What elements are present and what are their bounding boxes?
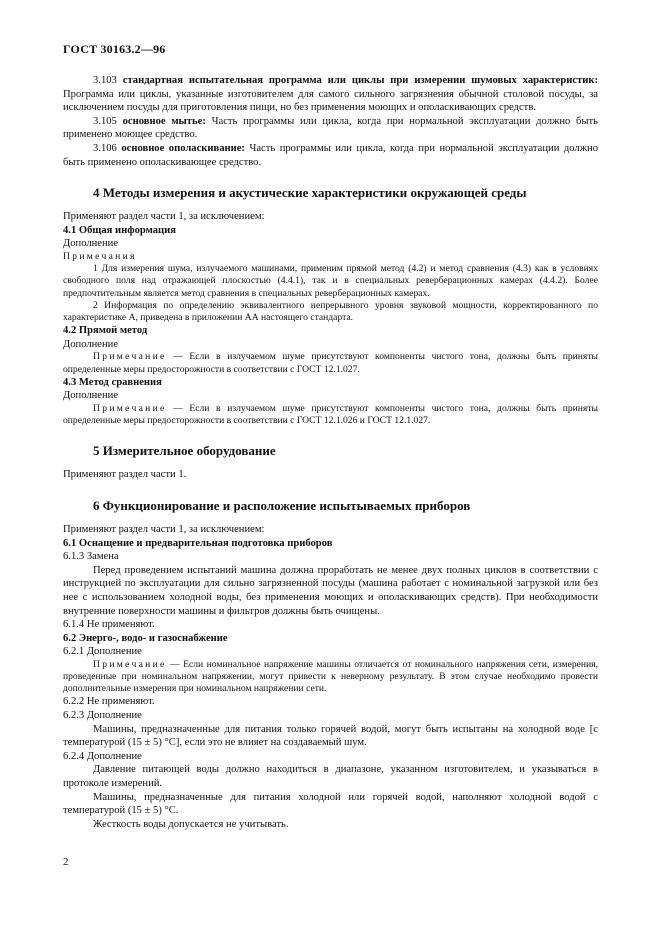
subsection-4-2-note: Примечание — Если в излучаемом шуме присутствуют компоненты чистого тона, должны быть приняты определенные меры предосторожности в соответствии с ГОСТ 12.1.027. (63, 351, 598, 375)
subsection-4-1-addition: Дополнение (63, 238, 119, 250)
clause-6-1-3-text: Перед проведением испытаний машина должна проработать не менее двух полных циклов в соответствии с инструкцией по эксплуатации для сильно загрязненной посуды (машина работает с номинальной загрузкой или без нее с использованием холодной воды, без применения моющих и ополаскивающих средств). При необходимости внутренние поверхности машины и фильтров должны быть очищены. (63, 564, 598, 617)
note-1: 1 Для измерения шума, излучаемого машинами, применим прямой метод (4.2) и метод сравнения (4.3) как в условиях свободного поля над отражающей плоскостью (4.4.1), так и в специальных реверберационных камерах (4.4.2). Более предпочтительным является метод сравнения в специальных реверберационных камерах. (63, 263, 598, 299)
clause-6-2-3-text: Машины, предназначенные для питания только горячей водой, могут быть испытаны на холодной воде [с температурой (15 ± 5) °С], если это не влияет на создаваемый шум. (63, 723, 598, 749)
subsection-4-1-heading: 4.1 Общая информация (63, 224, 176, 236)
subsection-4-3-heading: 4.3 Метод сравнения (63, 376, 162, 388)
subsection-4-2-heading: 4.2 Прямой метод (63, 325, 148, 337)
subsection-4-3-addition: Дополнение (63, 390, 119, 402)
subsection-6-1-heading: 6.1 Оснащение и предварительная подготовка приборов (63, 537, 333, 549)
clause-6-1-3: 6.1.3 Замена (63, 551, 119, 563)
document-header: ГОСТ 30163.2—96 (63, 42, 166, 56)
document-body (63, 74, 598, 831)
clause-6-1-4: 6.1.4 Не применяют. (63, 619, 155, 631)
clause-6-2-1-note: Примечание — Если номинальное напряжение машины отличается от номинального напряжения сети, измерения, проведенные при номинальном напряжении, могут привести к неверному результату. В этом случае необходимо провести дополнительные измерения при номинальном напряжении сети. (63, 658, 598, 695)
section-6-heading: 6 Функционирование и расположение испытываемых приборов (93, 497, 471, 513)
clause-6-2-4-text-1: Давление питающей воды должно находиться в диапазоне, указанном изготовителем, и указываться в протоколе измерений. (63, 764, 598, 790)
clause-6-2-3: 6.2.3 Дополнение (63, 710, 142, 722)
clause-6-2-4-text-3: Жесткость воды допускается не учитывать. (93, 818, 289, 830)
notes-label: Примечания (63, 250, 137, 262)
clause-6-2-2: 6.2.2 Не применяют. (63, 696, 155, 708)
clause-6-2-4: 6.2.4 Дополнение (63, 750, 142, 762)
section-4-heading: 4 Методы измерения и акустические характеристики окружающей среды (93, 185, 527, 201)
page-number: 2 (63, 856, 69, 868)
subsection-4-3-note: Примечание — Если в излучаемом шуме присутствуют компоненты чистого тона, должны быть приняты определенные меры предосторожности в соответствии с ГОСТ 12.1.026 и ГОСТ 12.1.027. (63, 402, 598, 427)
section-5-text: Применяют раздел части 1. (63, 469, 187, 481)
subsection-4-2-addition: Дополнение (63, 338, 119, 350)
term-3-105: 3.105 основное мытье: Часть программы или цикла, когда при нормальной эксплуатации должно быть применено моющее средство. (63, 115, 599, 141)
section-5-heading: 5 Измерительное оборудование (93, 443, 276, 459)
clause-6-2-1: 6.2.1 Дополнение (63, 646, 142, 658)
section-6-intro: Применяют раздел части 1, за исключением: (63, 523, 265, 535)
clause-6-2-4-text-2: Машины, предназначенные для питания холодной или горячей водой, наполняют холодной водой с температурой (15 ± 5) °С. (63, 791, 598, 817)
term-3-103: 3.103 стандартная испытательная программа или циклы при измерении шумовых характеристик: Программа или циклы, указанные изготовителем для самого сильного загрязнения обычной столовой посуды, за исключением посуды для приготовления пищи, но без применения моющих и ополаскивающих средств. (63, 75, 598, 114)
section-4-intro: Применяют раздел части 1, за исключением: (63, 211, 265, 223)
note-2: 2 Информация по определению эквивалентного непрерывного уровня звуковой мощности, корректированного по характеристике А, приведена в приложении АА настоящего стандарта. (63, 299, 598, 323)
subsection-6-2-heading: 6.2 Энерго-, водо- и газоснабжение (63, 632, 228, 644)
term-3-106: 3.106 основное ополаскивание: Часть программы или цикла, когда при нормальной эксплуатации должно быть применено ополаскивающее средство. (63, 142, 598, 168)
